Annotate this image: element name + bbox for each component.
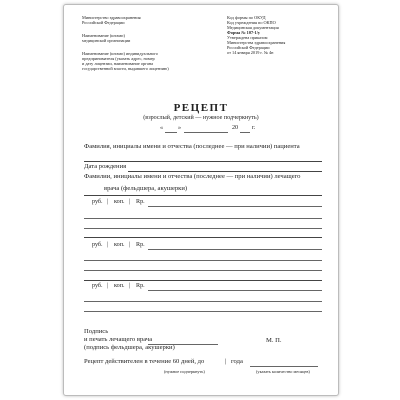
form-codes: [227, 15, 285, 55]
ministry-approver: Министерства здравоохранения: [227, 40, 286, 45]
rx-field-2a[interactable]: [148, 249, 322, 250]
form-number: Форма № 107-1/у: [227, 30, 261, 35]
signature-field[interactable]: [148, 344, 218, 345]
rx-field-1a[interactable]: [148, 206, 322, 207]
org-stamp-label: Наименование (штамп) медицинской организации: [82, 33, 131, 43]
ip-stamp-label: Наименование (штамп) индивидуального предпринимателя (указать адрес, номер и дату лицензии, наименование органа государственной власти, выдавшего лицензию): [82, 51, 169, 71]
date-year-prefix: 20: [232, 125, 239, 131]
validity-months-field[interactable]: [250, 366, 318, 367]
rx-field-3c[interactable]: [84, 311, 322, 312]
page-title: РЕЦЕПТ: [173, 102, 229, 114]
rp-label: Rp.: [136, 242, 145, 248]
rx-field-1c[interactable]: [84, 228, 322, 229]
kop-label: коп.: [114, 242, 125, 248]
rp-label: Rp.: [136, 283, 145, 289]
prescription-form: Министерство здравоохранения Российской Федерации Наименование (штамп) медицинской организации Наименование (штамп) индивидуального предпринимателя (указать адрес, номер и дату лицензии, наименование органа государственной власти, выдавшего лицензию) Код формы по ОКУД Код учреждения по ОКПО Медицинская документация Форма № 107-1/у Утверждена приказом Министерства здравоохранения Российской Федерации от 14 января 2019 г. № 4н РЕЦЕПТ (взрослый, детский — нужное подчеркнуть) « » 20 г. Фамилия, инициалы имени и отчества (последнее — при наличии) пациента Дата рождения Фамилии, инициалы имени и отчества (последнее — при наличии) лечащего врача (фельдшера, акушерки) руб. | коп. | Rp. руб. | коп. | Rp. руб. | коп. | Rp. Подпись и печать лечащего врача (подпись фельдшера, акушерки) М. П. Рецепт действителен в течение 60 дней, до | года (нужное подчеркнуть) (указать количество месяцев): [63, 4, 339, 396]
subtitle: (взрослый, детский — нужное подчеркнуть): [143, 115, 259, 121]
validity-year-label: года: [231, 358, 243, 365]
okpo-label: Код учреждения по ОКПО: [227, 20, 276, 25]
rf-label: Российской Федерации: [227, 45, 270, 50]
doctor-name-label-2: врача (фельдшера, акушерки): [104, 185, 188, 192]
date-open-quote: «: [160, 125, 164, 131]
kop-label: коп.: [114, 283, 125, 289]
birth-date-field[interactable]: [128, 171, 322, 172]
rx-divider-1: [84, 237, 322, 238]
rub-label: руб.: [92, 242, 103, 248]
kop-label: коп.: [114, 199, 125, 205]
validity-separator: |: [225, 358, 227, 365]
rx-field-3b[interactable]: [84, 301, 322, 302]
okud-label: Код формы по ОКУД: [227, 15, 266, 20]
rx-field-1b[interactable]: [84, 218, 322, 219]
rx-field-2b[interactable]: [84, 260, 322, 261]
ministry-label: Министерство здравоохранения Российской Федерации: [82, 15, 141, 25]
med-docs-label: Медицинская документация: [227, 25, 279, 30]
rub-label: руб.: [92, 283, 103, 289]
rx-field-2c[interactable]: [84, 270, 322, 271]
patient-name-field[interactable]: [84, 161, 322, 162]
date-close-quote: »: [178, 125, 182, 131]
date-g-label: г.: [252, 125, 256, 131]
stamp-label: М. П.: [266, 337, 282, 344]
birth-date-label: Дата рождения: [84, 163, 127, 170]
rub-label: руб.: [92, 199, 103, 205]
doctor-name-field[interactable]: [84, 195, 322, 196]
patient-name-label: Фамилия, инициалы имени и отчества (последнее — при наличии) пациента: [84, 143, 300, 150]
date-year-field[interactable]: [240, 132, 250, 133]
footnote-underline: (нужное подчеркнуть): [164, 369, 205, 374]
rp-label: Rp.: [136, 199, 145, 205]
signature-label: Подпись и печать лечащего врача (подпись фельдшера, акушерки): [84, 328, 175, 351]
date-day-field[interactable]: [165, 132, 177, 133]
doctor-name-label: Фамилии, инициалы имени и отчества (последнее — при наличии) лечащего: [84, 173, 301, 180]
date-month-field[interactable]: [184, 132, 228, 133]
rx-field-3a[interactable]: [148, 290, 322, 291]
approved-label: Утверждена приказом: [227, 35, 268, 40]
order-date: от 14 января 2019 г. № 4н: [227, 50, 274, 55]
footnote-months: (указать количество месяцев): [256, 369, 310, 374]
rx-divider-2: [84, 280, 322, 281]
validity-label: Рецепт действителен в течение 60 дней, до: [84, 358, 205, 365]
